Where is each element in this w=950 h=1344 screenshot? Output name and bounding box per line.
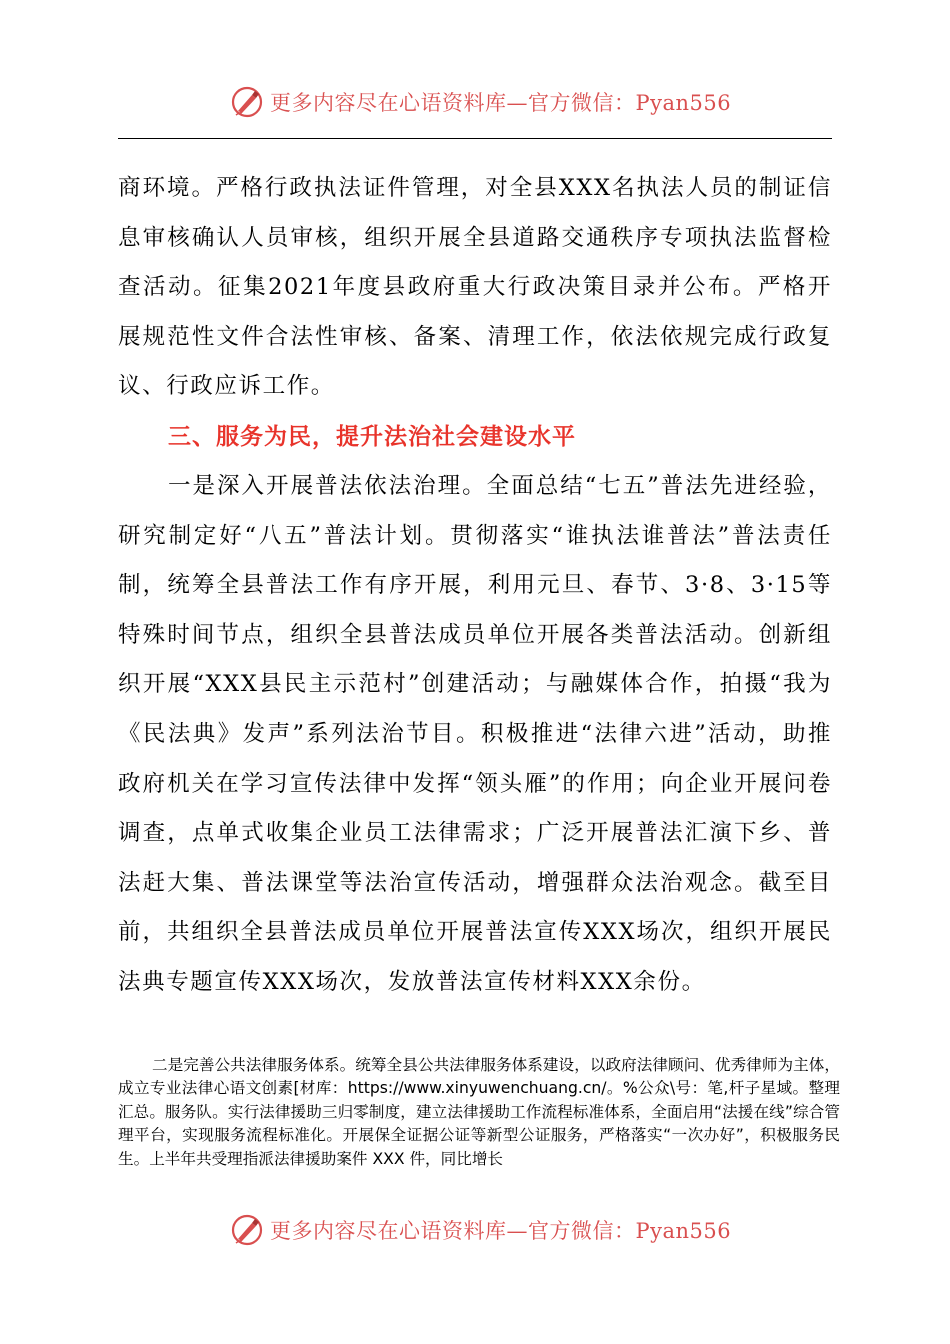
pen-logo-icon	[230, 85, 264, 119]
banner-text: 更多内容尽在心语资料库—官方微信：Pyan556	[270, 1219, 732, 1243]
header-divider	[118, 138, 832, 139]
paragraph-3: 二是完善公共法律服务体系。统筹全县公共法律服务体系建设，以政府法律顾问、优秀律师为主体，成立专业法律心语文创素[材库：https://www.xinyuwenchuang.cn/。%公众\号：笔,杆子星域。整理汇总。服务队。实行法律援助三归零制度，建立法律援助工作流程标准体系，全面启用“法援在线”综合管理平台，实现服务流程标准化。开展保全证据公证等新型公证服务，严格落实“一次办好”，积极服务民生。上半年共受理指派法律援助案件 XXX 件，同比增长	[118, 1056, 840, 1168]
banner-text: 更多内容尽在心语资料库—官方微信：Pyan556	[270, 91, 732, 115]
header-banner	[0, 80, 950, 124]
pen-logo-icon	[230, 1213, 264, 1247]
footer-banner	[0, 1208, 950, 1252]
paragraph-1: 商环境。严格行政执法证件管理，对全县XXX名执法人员的制证信息审核确认人员审核，组织开展全县道路交通秩序专项执法监督检查活动。征集2021年度县政府重大行政决策目录并公布。严格开展规范性文件合法性审核、备案、清理工作，依法依规完成行政复议、行政应诉工作。	[118, 175, 832, 400]
section-heading: 三、服务为民，提升法治社会建设水平	[168, 424, 576, 450]
paragraph-2: 一是深入开展普法依法治理。全面总结“七五”普法先进经验，研究制定好“八五”普法计划。贯彻落实“谁执法谁普法”普法责任制，统筹全县普法工作有序开展，利用元旦、春节、3·8、3·15等特殊时间节点，组织全县普法成员单位开展各类普法活动。创新组织开展“XXX县民主示范村”创建活动；与融媒体合作，拍摄“我为《民法典》发声”系列法治节目。积极推进“法律六进”活动，助推政府机关在学习宣传法律中发挥“领头雁”的作用；向企业开展问卷调查，点单式收集企业员工法律需求；广泛开展普法汇演下乡、普法赶大集、普法课堂等法治宣传活动，增强群众法治观念。截至目前，共组织全县普法成员单位开展普法宣传XXX场次，组织开展民法典专题宣传XXX场次，发放普法宣传材料XXX余份。	[118, 473, 832, 995]
